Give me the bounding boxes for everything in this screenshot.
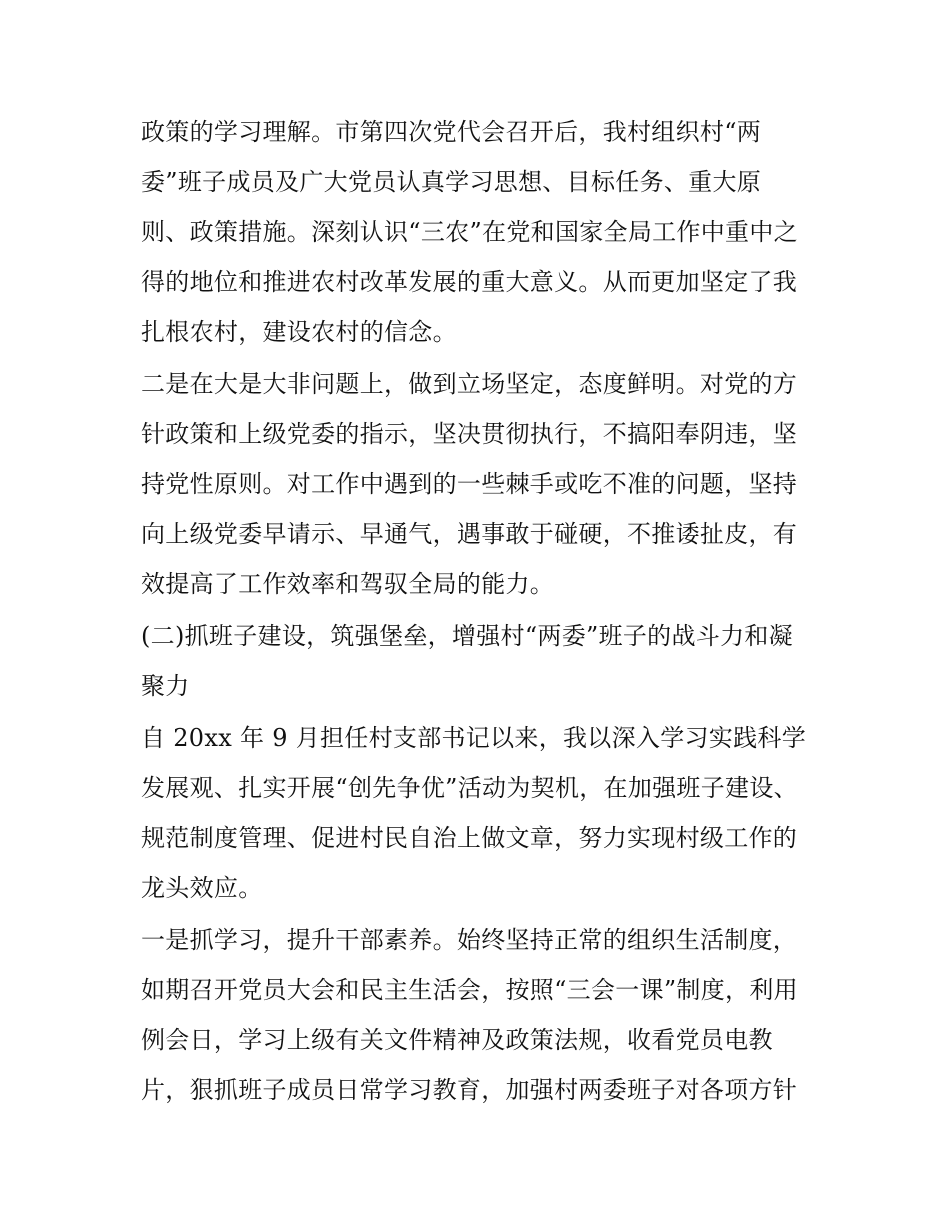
text-line: 扎根农村，建设农村的信念。 [141, 318, 457, 346]
text-line: 委”班子成员及广大党员认真学习思想、目标任务、重大原 [141, 168, 762, 196]
text-line: 规范制度管理、促进村民自治上做文章，努力实现村级工作的 [141, 824, 798, 852]
text-line: 得的地位和推进农村改革发展的重大意义。从而更加坚定了我 [141, 268, 798, 296]
text-line: 例会日，学习上级有关文件精神及政策法规，收看党员电教 [141, 1026, 773, 1054]
text-line: 二是在大是大非问题上，做到立场坚定，态度鲜明。对党的方 [141, 370, 798, 398]
section-heading: (二)抓班子建设，筑强堡垒，增强村“两委”班子的战斗力和凝 [141, 622, 793, 650]
text-line: 自 20xx 年 9 月担任村支部书记以来，我以深入学习实践科学 [141, 724, 806, 752]
section-heading-continued: 聚力 [141, 672, 190, 700]
text-line: 片，狠抓班子成员日常学习教育，加强村两委班子对各项方针 [141, 1076, 798, 1104]
text-line: 针政策和上级党委的指示，坚决贯彻执行，不搞阳奉阴违，坚 [141, 420, 798, 448]
text-line: 效提高了工作效率和驾驭全局的能力。 [141, 570, 555, 598]
text-line: 龙头效应。 [141, 874, 263, 902]
text-line: 政策的学习理解。市第四次党代会召开后，我村组织村“两 [141, 118, 762, 146]
text-line: 向上级党委早请示、早通气，遇事敢于碰硬，不推诿扯皮，有 [141, 520, 798, 548]
text-line: 如期召开党员大会和民主生活会，按照“三会一课”制度，利用 [141, 976, 798, 1004]
text-line: 则、政策措施。深刻认识“三农”在党和国家全局工作中重中之 [141, 218, 798, 246]
text-line: 发展观、扎实开展“创先争优”活动为契机，在加强班子建设、 [141, 774, 798, 802]
text-line: 一是抓学习，提升干部素养。始终坚持正常的组织生活制度， [141, 926, 798, 954]
text-line: 持党性原则。对工作中遇到的一些棘手或吃不准的问题，坚持 [141, 470, 798, 498]
